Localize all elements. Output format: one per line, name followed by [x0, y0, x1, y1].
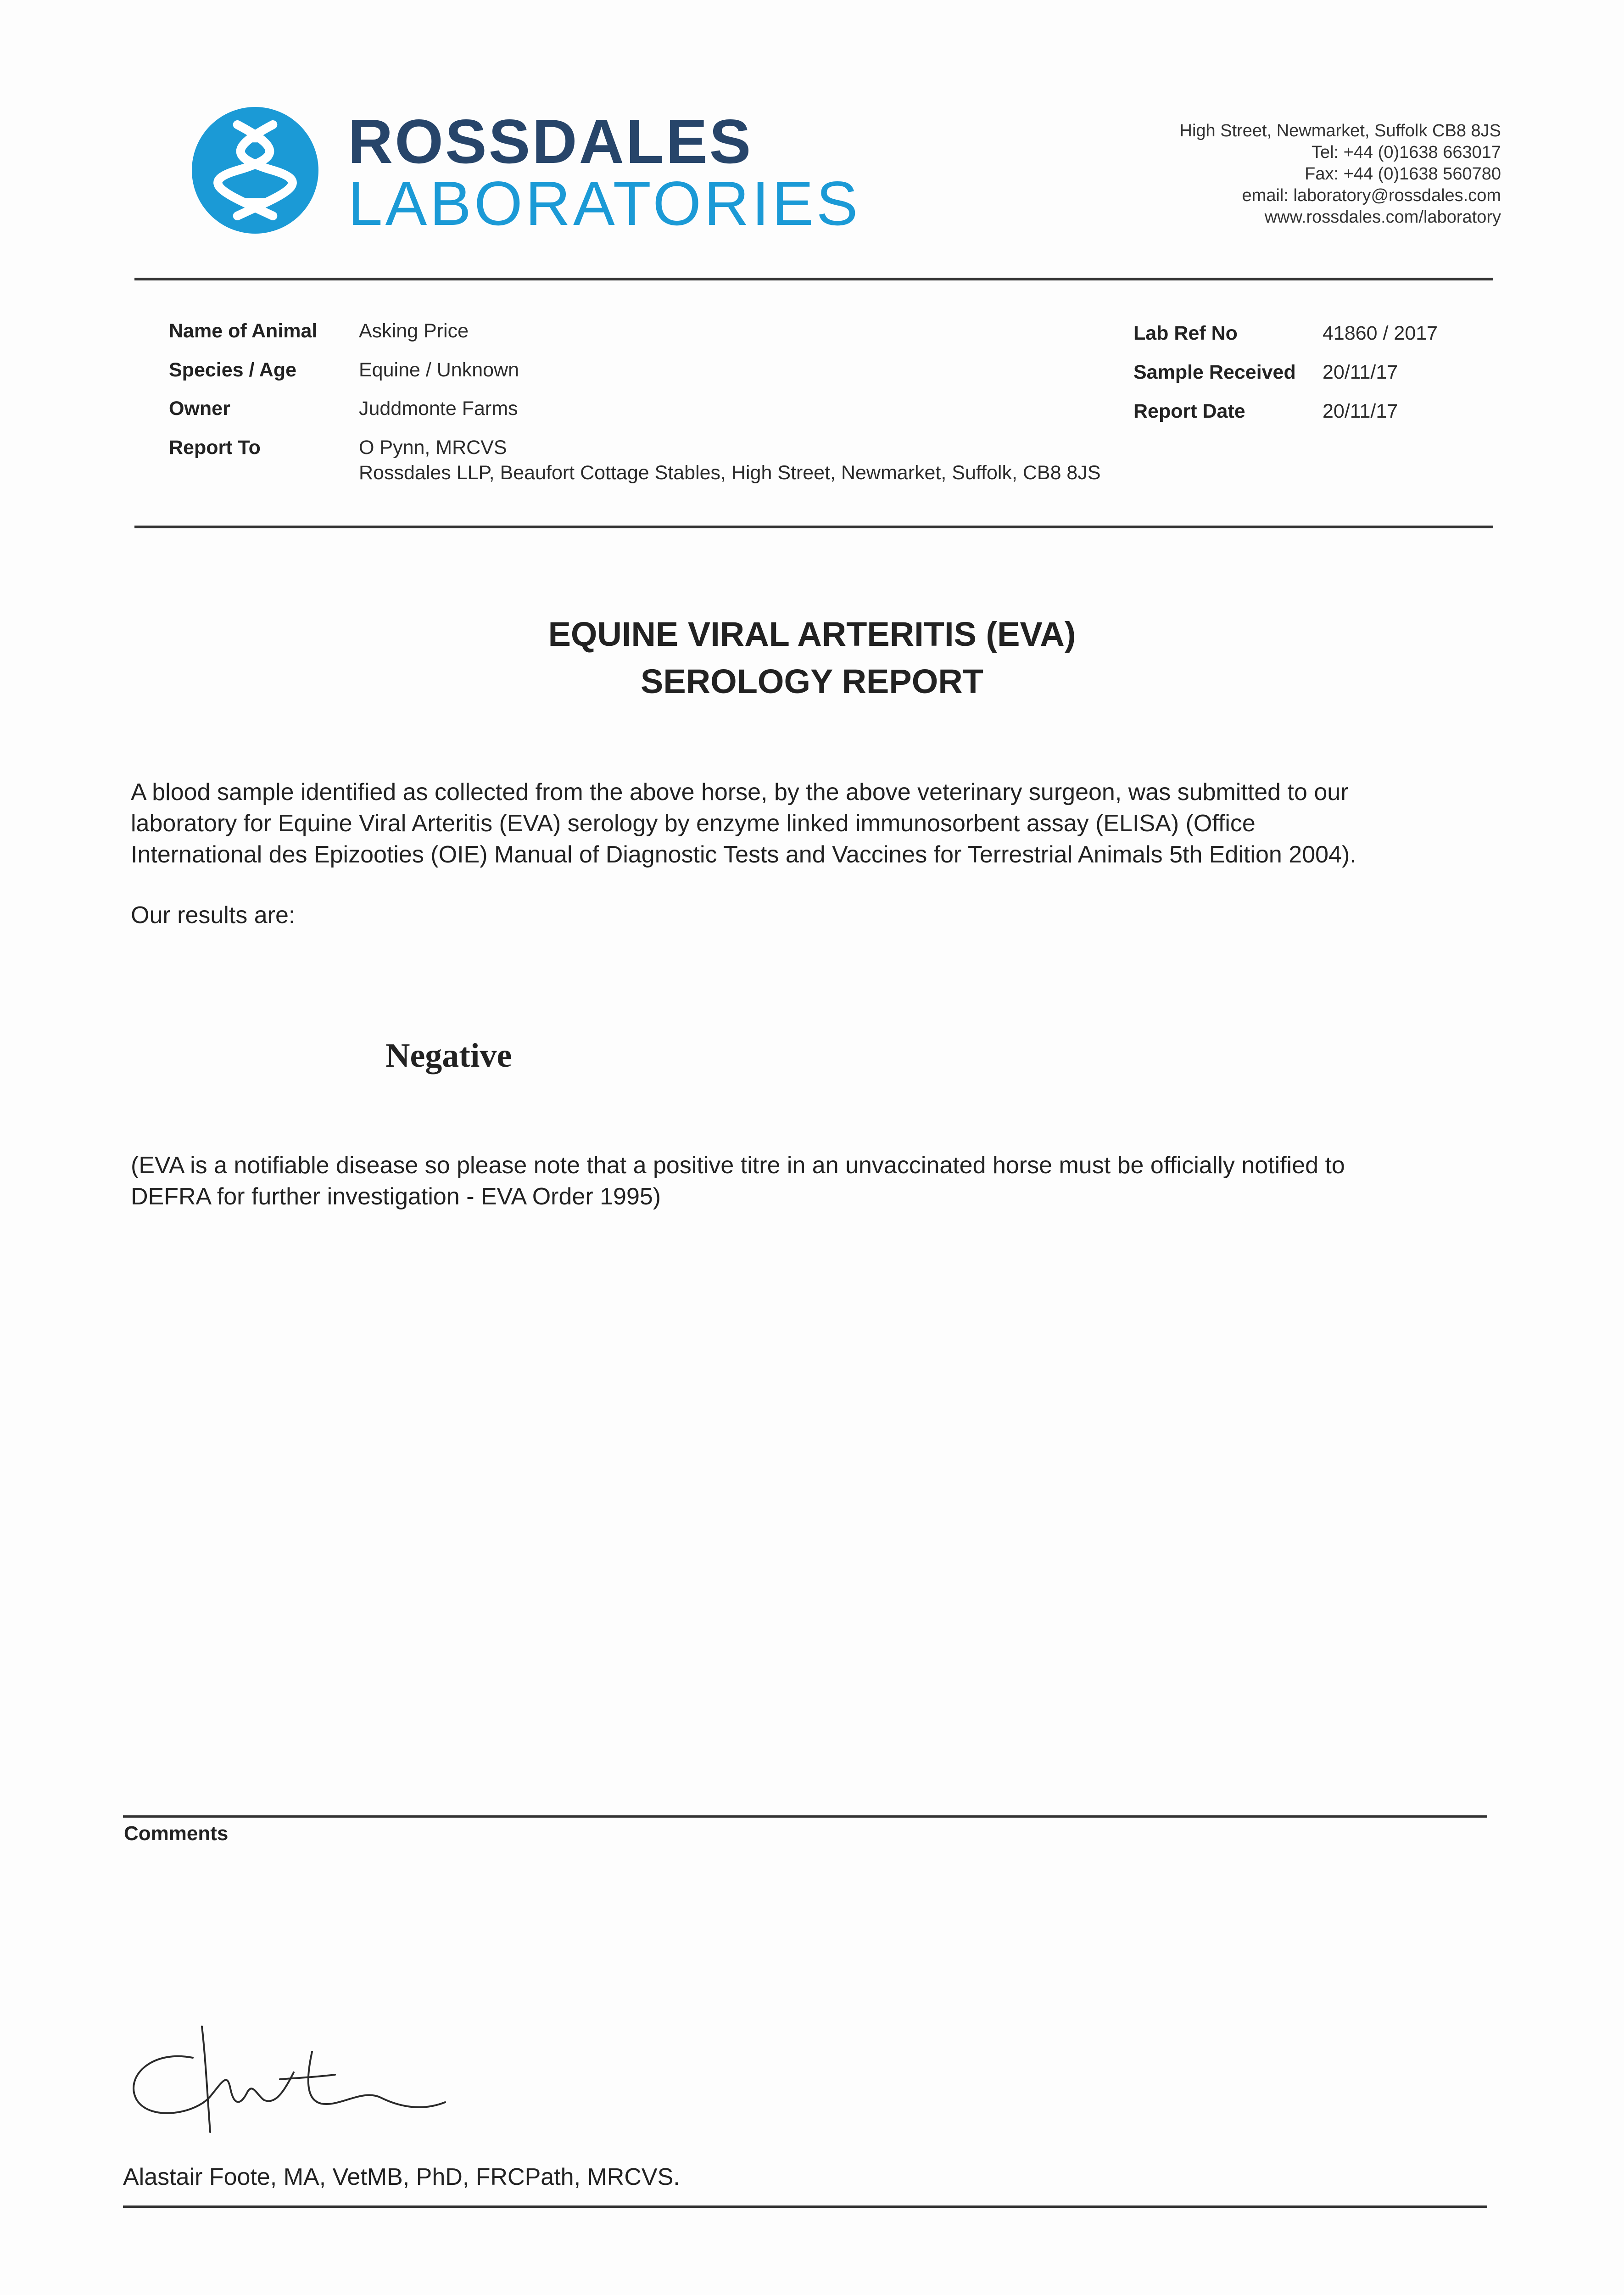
brand-subtitle: LABORATORIES	[348, 168, 861, 238]
intro-line: International des Epizooties (OIE) Manual of Diagnostic Tests and Vaccines for Terrestrial Animals 5th Edition 2004).	[131, 841, 1356, 868]
header-divider	[134, 278, 1493, 280]
report-date-label: Report Date	[1133, 400, 1245, 422]
results-lead: Our results are:	[131, 902, 296, 929]
report-subtitle: SEROLOGY REPORT	[641, 662, 983, 700]
result-value: Negative	[385, 1037, 512, 1075]
details-divider	[134, 526, 1493, 528]
report-date-value: 20/11/17	[1323, 400, 1398, 422]
signature	[124, 2008, 482, 2141]
report-to-label: Report To	[169, 437, 261, 459]
contact-address: High Street, Newmarket, Suffolk CB8 8JS	[1179, 121, 1501, 140]
sample-received-value: 20/11/17	[1323, 361, 1398, 383]
contact-block	[1180, 120, 1501, 228]
owner-label: Owner	[169, 397, 230, 420]
sample-received-label: Sample Received	[1133, 361, 1296, 383]
intro-paragraph	[131, 777, 1484, 870]
report-to-name: O Pynn, MRCVS	[359, 437, 507, 459]
intro-line: A blood sample identified as collected from the above horse, by the above veterinary surgeon, was submitted to our	[131, 779, 1349, 806]
comments-divider	[123, 1815, 1487, 1818]
contact-tel: Tel: +44 (0)1638 663017	[1311, 143, 1501, 162]
dna-helix-icon	[192, 107, 318, 234]
name-of-animal-value: Asking Price	[359, 320, 469, 342]
lab-ref-value: 41860 / 2017	[1323, 322, 1438, 344]
contact-email: email: laboratory@rossdales.com	[1242, 186, 1501, 205]
owner-value: Juddmonte Farms	[359, 397, 518, 420]
report-to-address: Rossdales LLP, Beaufort Cottage Stables, High Street, Newmarket, Suffolk, CB8 8JS	[359, 462, 1101, 484]
name-of-animal-label: Name of Animal	[169, 320, 318, 342]
intro-line: laboratory for Equine Viral Arteritis (EVA) serology by enzyme linked immunosorbent assay (ELISA) (Office	[131, 810, 1256, 837]
footer-divider	[123, 2205, 1487, 2208]
notifiable-note	[131, 1150, 1484, 1212]
lab-ref-label: Lab Ref No	[1133, 322, 1238, 344]
contact-website: www.rossdales.com/laboratory	[1264, 207, 1501, 227]
signatory-name: Alastair Foote, MA, VetMB, PhD, FRCPath, MRCVS.	[123, 2164, 680, 2190]
species-age-value: Equine / Unknown	[359, 359, 519, 381]
report-title: EQUINE VIRAL ARTERITIS (EVA)	[548, 615, 1076, 653]
brand-name: ROSSDALES	[348, 106, 753, 176]
comments-label: Comments	[124, 1822, 229, 1845]
contact-fax: Fax: +44 (0)1638 560780	[1305, 164, 1501, 184]
note-line: DEFRA for further investigation - EVA Order 1995)	[131, 1183, 661, 1210]
species-age-label: Species / Age	[169, 359, 297, 381]
note-line: (EVA is a notifiable disease so please note that a positive titre in an unvaccinated horse must be officially notified to	[131, 1152, 1345, 1179]
